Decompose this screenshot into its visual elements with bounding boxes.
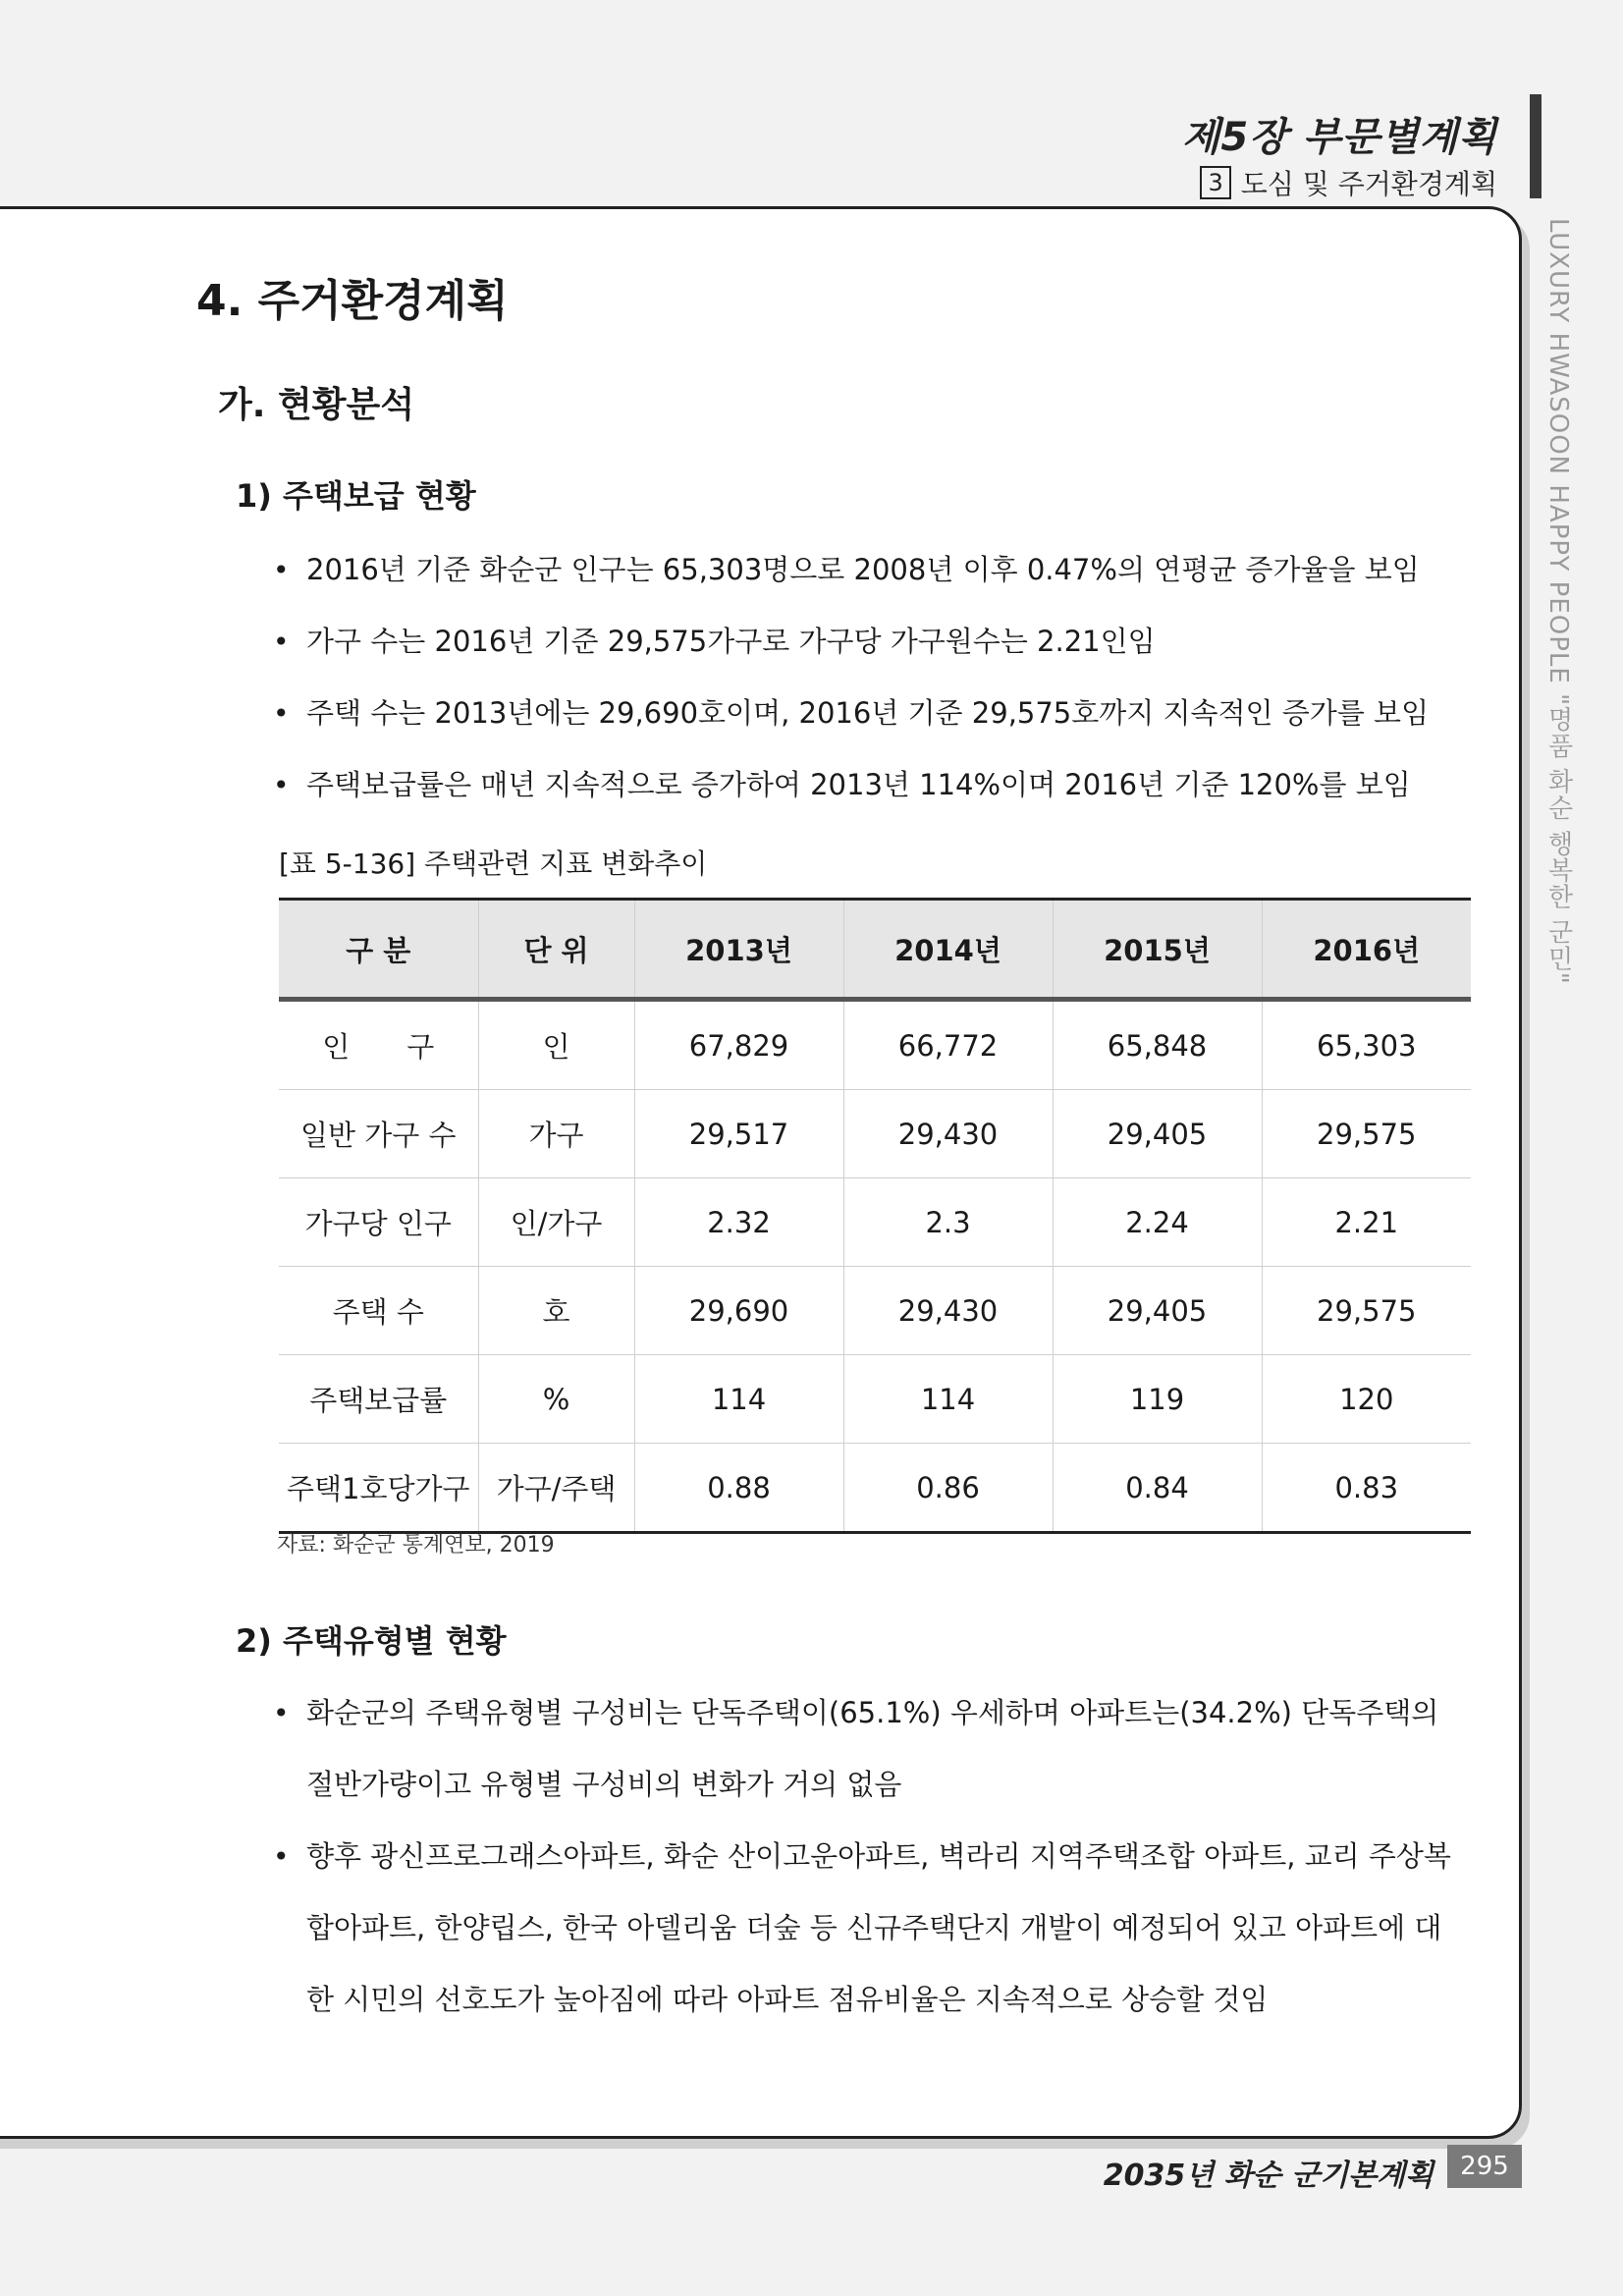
table-cell: 67,829 [634,1000,843,1090]
table-row [279,1444,1471,1533]
table-cell: 66,772 [843,1000,1053,1090]
header-bar [1530,94,1542,198]
section-label [1200,163,1497,202]
heading-main: 4. 주거환경계획 [196,276,509,326]
footer-title: 2035년 화순 군기본계획 [1103,2159,1434,2193]
table-row [279,1267,1471,1355]
table-cell: 주택보급률 [279,1355,478,1444]
heading-housing-type: 2) 주택유형별 현황 [236,1622,507,1660]
table-cell: 인 [478,1000,634,1090]
chapter-title: 제5장 부문별계획 [1181,115,1497,160]
table-cell: 가구/주택 [478,1444,634,1533]
table-cell: 29,405 [1053,1090,1262,1178]
table-cell: 29,517 [634,1090,843,1178]
header-cell: 2016년 [1262,900,1471,1000]
side-slogan: LUXURY HWASOON HAPPY PEOPLE "명품 화순 행복한 군민" [1543,218,1573,985]
table-cell: % [478,1355,634,1444]
bullet-item: • 주택보급률은 매년 지속적으로 증가하여 2013년 114%이며 2016년 기준 120%를 보임 [273,749,1451,821]
bullet-list-type [273,1677,1451,2036]
housing-indicator-table [279,898,1471,1534]
table-cell: 0.84 [1053,1444,1262,1533]
table-row [279,1000,1471,1090]
table-row [279,1355,1471,1444]
table-cell: 가구 [478,1090,634,1178]
header-cell: 2013년 [634,900,843,1000]
header-cell: 2014년 [843,900,1053,1000]
table-cell: 29,430 [843,1090,1053,1178]
heading-sub: 가. 현황분석 [218,385,415,425]
table-caption: [표 5-136] 주택관련 지표 변화추이 [279,847,708,880]
header-cell: 구 분 [279,900,478,1000]
table-cell: 120 [1262,1355,1471,1444]
table-cell: 주택1호당가구 [279,1444,478,1533]
table-cell: 29,575 [1262,1267,1471,1355]
table-cell: 0.86 [843,1444,1053,1533]
table-cell: 호 [478,1267,634,1355]
section-number: 3 [1200,166,1230,199]
table-cell: 2.32 [634,1178,843,1267]
table-cell: 29,430 [843,1267,1053,1355]
bullet-item: • 화순군의 주택유형별 구성비는 단독주택이(65.1%) 우세하며 아파트는(34.2%) 단독주택의 절반가량이고 유형별 구성비의 변화가 거의 없음 [273,1677,1451,1821]
table-row [279,1178,1471,1267]
bullet-item: • 주택 수는 2013년에는 29,690호이며, 2016년 기준 29,575호까지 지속적인 증가를 보임 [273,678,1451,749]
table-cell: 29,575 [1262,1090,1471,1178]
table-cell: 0.83 [1262,1444,1471,1533]
table-cell: 29,405 [1053,1267,1262,1355]
header-cell: 2015년 [1053,900,1262,1000]
heading-housing-supply: 1) 주택보급 현황 [236,477,476,515]
table-cell: 114 [634,1355,843,1444]
bullet-item: • 가구 수는 2016년 기준 29,575가구로 가구당 가구원수는 2.21인임 [273,606,1451,678]
section-title: 도심 및 주거환경계획 [1240,168,1497,200]
page-number: 295 [1447,2145,1522,2188]
table-row [279,1090,1471,1178]
table-cell: 119 [1053,1355,1262,1444]
table-cell: 인/가구 [478,1178,634,1267]
table-source: 자료: 화순군 통계연보, 2019 [277,1533,555,1558]
table-cell: 29,690 [634,1267,843,1355]
bullet-item: • 2016년 기준 화순군 인구는 65,303명으로 2008년 이후 0.47%의 연평균 증가율을 보임 [273,534,1451,606]
bullet-item: • 향후 광신프로그래스아파트, 화순 산이고운아파트, 벽라리 지역주택조합 아파트, 교리 주상복합아파트, 한양립스, 한국 아델리움 더숲 등 신규주택단지 개발이 예정되어 있고 아파트에 대한 시민의 선호도가 높아짐에 따라 아파트 점유비율은 지속적으로 상승할 것임 [273,1821,1451,2036]
table-cell: 주택 수 [279,1267,478,1355]
table-cell: 65,848 [1053,1000,1262,1090]
table-cell: 일반 가구 수 [279,1090,478,1178]
table-cell: 인 구 [279,1000,478,1090]
table-cell: 114 [843,1355,1053,1444]
table-cell: 2.24 [1053,1178,1262,1267]
table-cell: 2.3 [843,1178,1053,1267]
header-cell: 단 위 [478,900,634,1000]
table-cell: 2.21 [1262,1178,1471,1267]
table-cell: 가구당 인구 [279,1178,478,1267]
table-cell: 65,303 [1262,1000,1471,1090]
table-header-row [279,900,1471,1000]
table-cell: 0.88 [634,1444,843,1533]
bullet-list-supply [273,534,1451,821]
